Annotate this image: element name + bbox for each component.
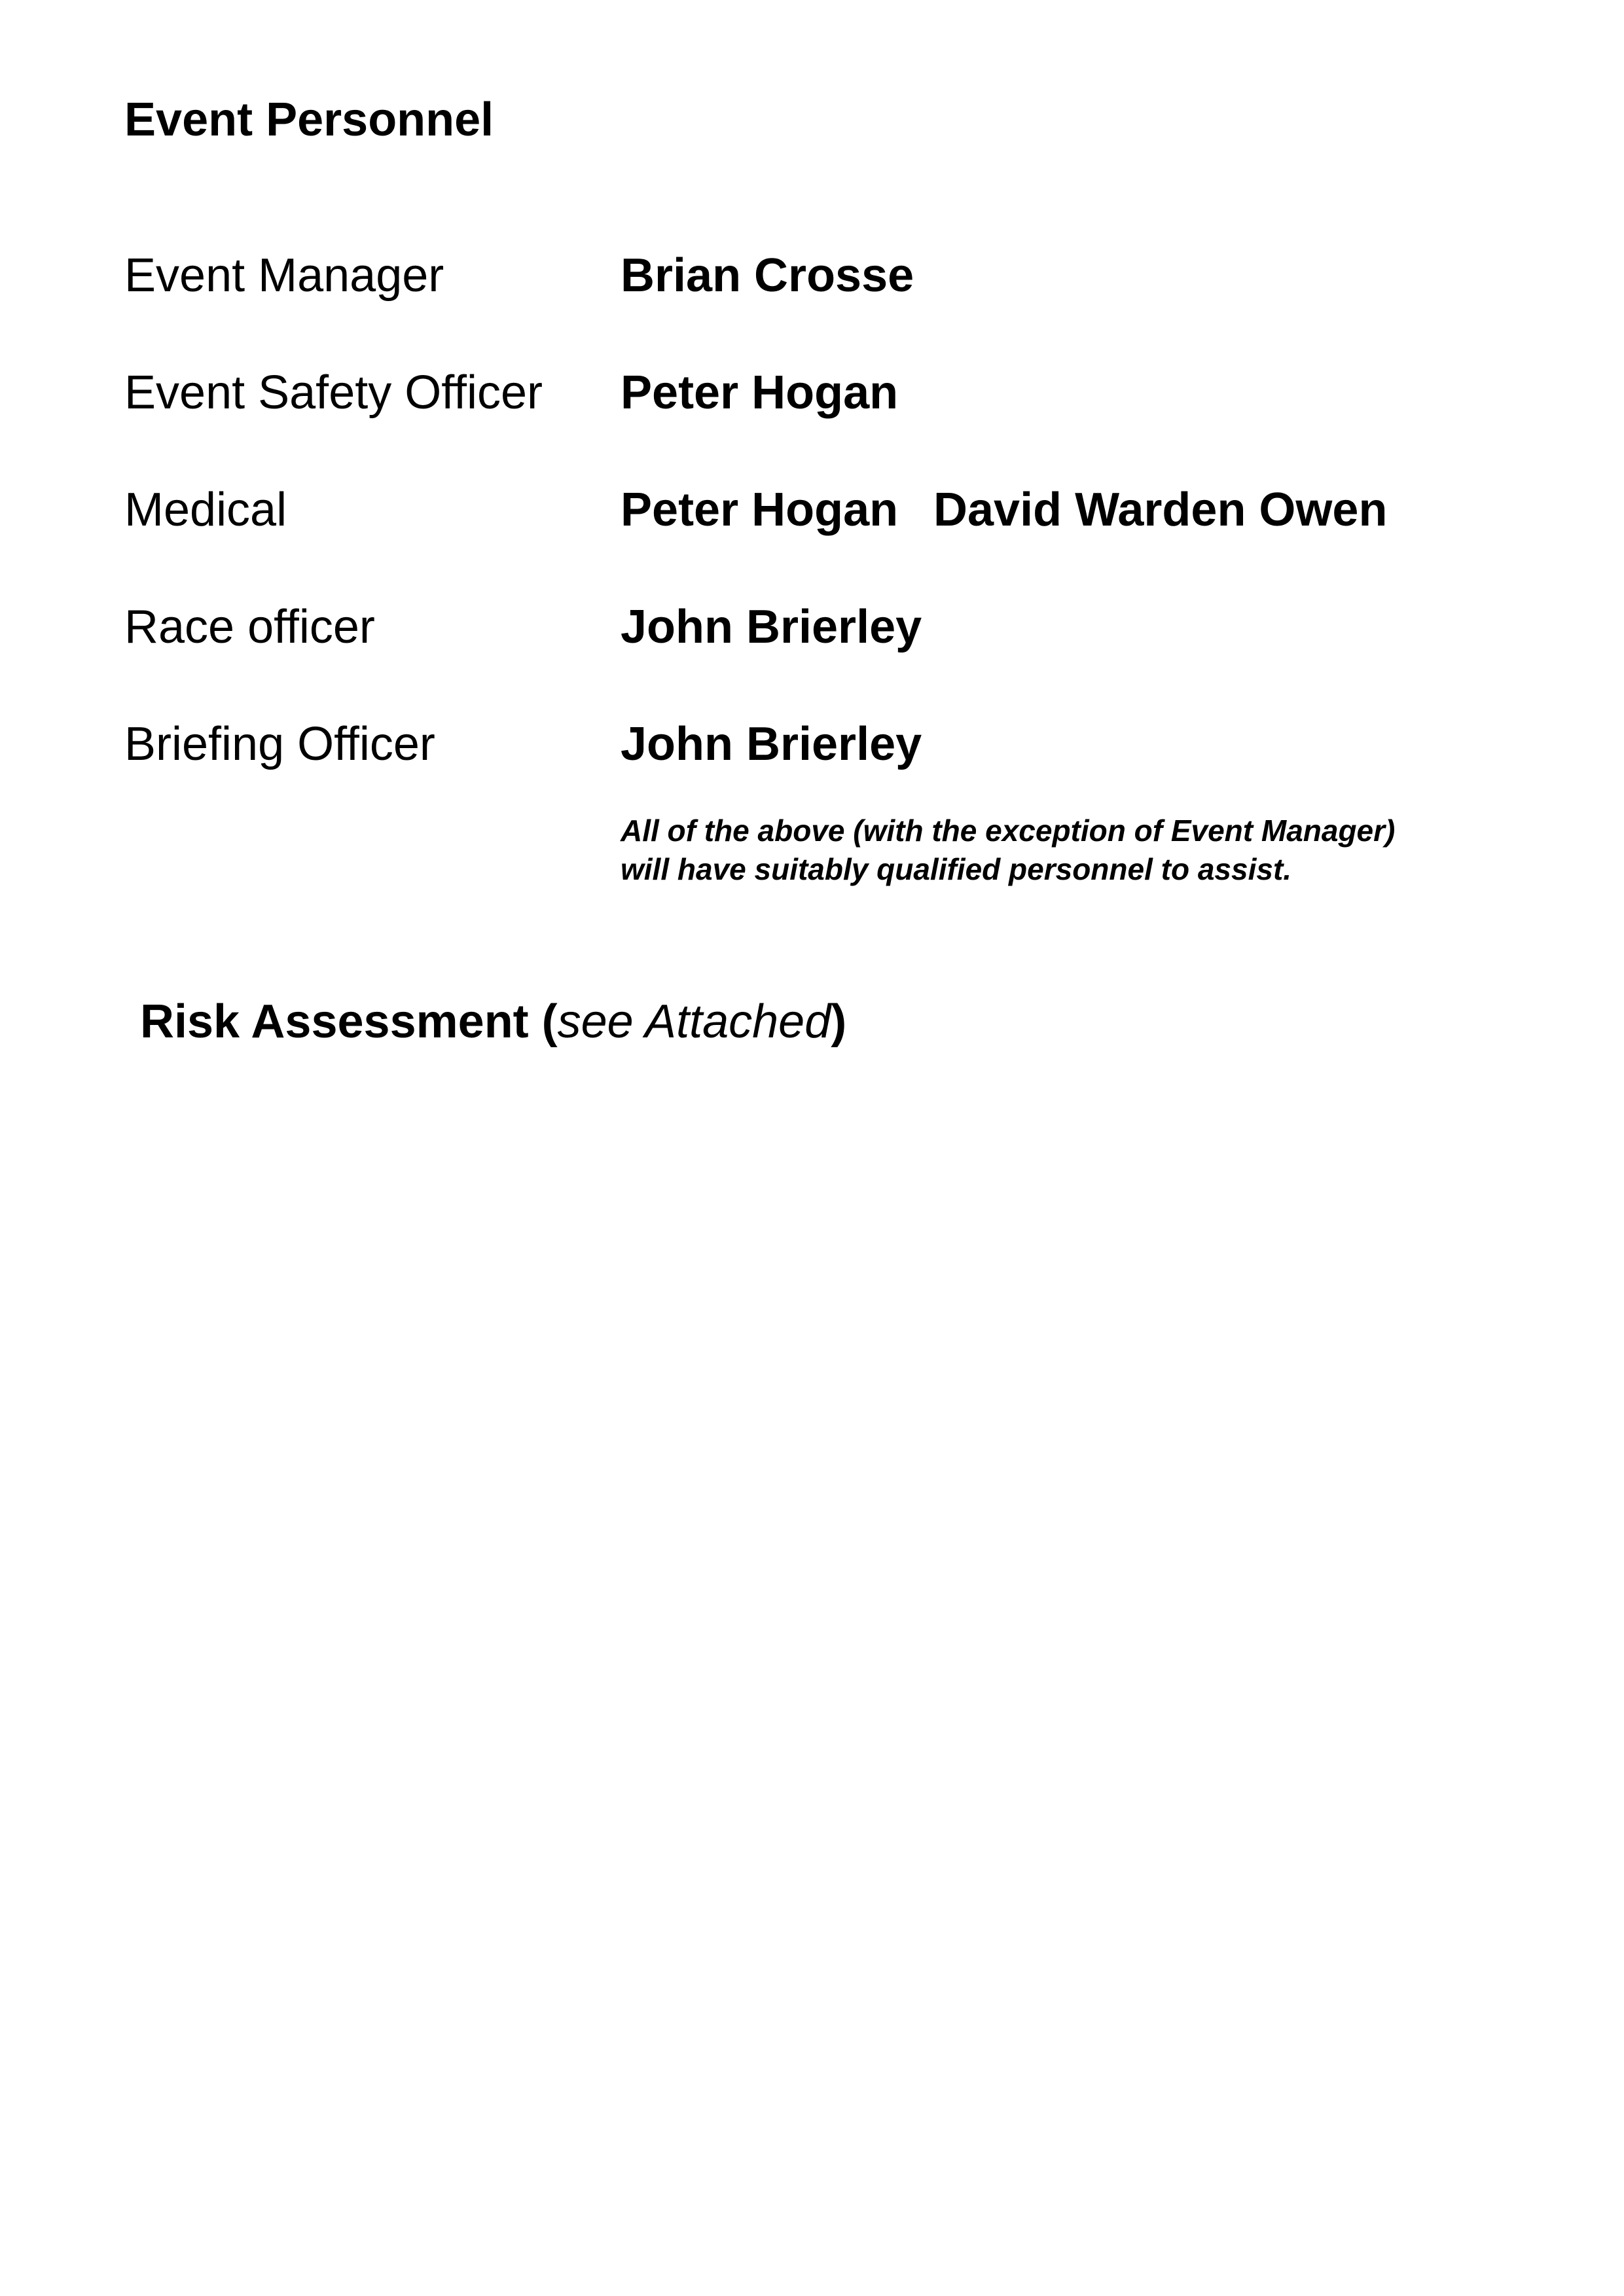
assistance-note (621, 812, 1537, 889)
personnel-name: Peter Hogan (621, 367, 899, 419)
role-label: Race officer (124, 601, 375, 653)
page-title: Event Personnel (124, 94, 494, 146)
risk-assessment-heading (140, 994, 846, 1050)
personnel-name: Peter Hogan (621, 484, 899, 536)
risk-assessment-close-paren: ) (831, 996, 847, 1048)
risk-assessment-reference: see Attached (557, 996, 831, 1048)
personnel-name: John Brierley (621, 718, 922, 770)
personnel-name: John Brierley (621, 601, 922, 653)
personnel-name-secondary: David Warden Owen (933, 484, 1388, 536)
personnel-row-event-safety-officer (124, 365, 1564, 437)
role-label: Event Safety Officer (124, 367, 543, 419)
personnel-row-briefing-officer (124, 716, 1564, 788)
personnel-row-race-officer (124, 599, 1564, 671)
personnel-row-medical (124, 482, 1564, 554)
note-line: All of the above (with the exception of Event Manager) (621, 814, 1396, 848)
personnel-row-event-manager (124, 247, 1564, 319)
personnel-name: Brian Crosse (621, 249, 914, 302)
role-label: Event Manager (124, 249, 444, 302)
role-label: Briefing Officer (124, 718, 435, 770)
role-label: Medical (124, 484, 287, 536)
note-line: will have suitably qualified personnel to assist. (621, 852, 1292, 886)
risk-assessment-label: Risk Assessment (140, 996, 529, 1048)
risk-assessment-open-paren: ( (528, 996, 558, 1048)
